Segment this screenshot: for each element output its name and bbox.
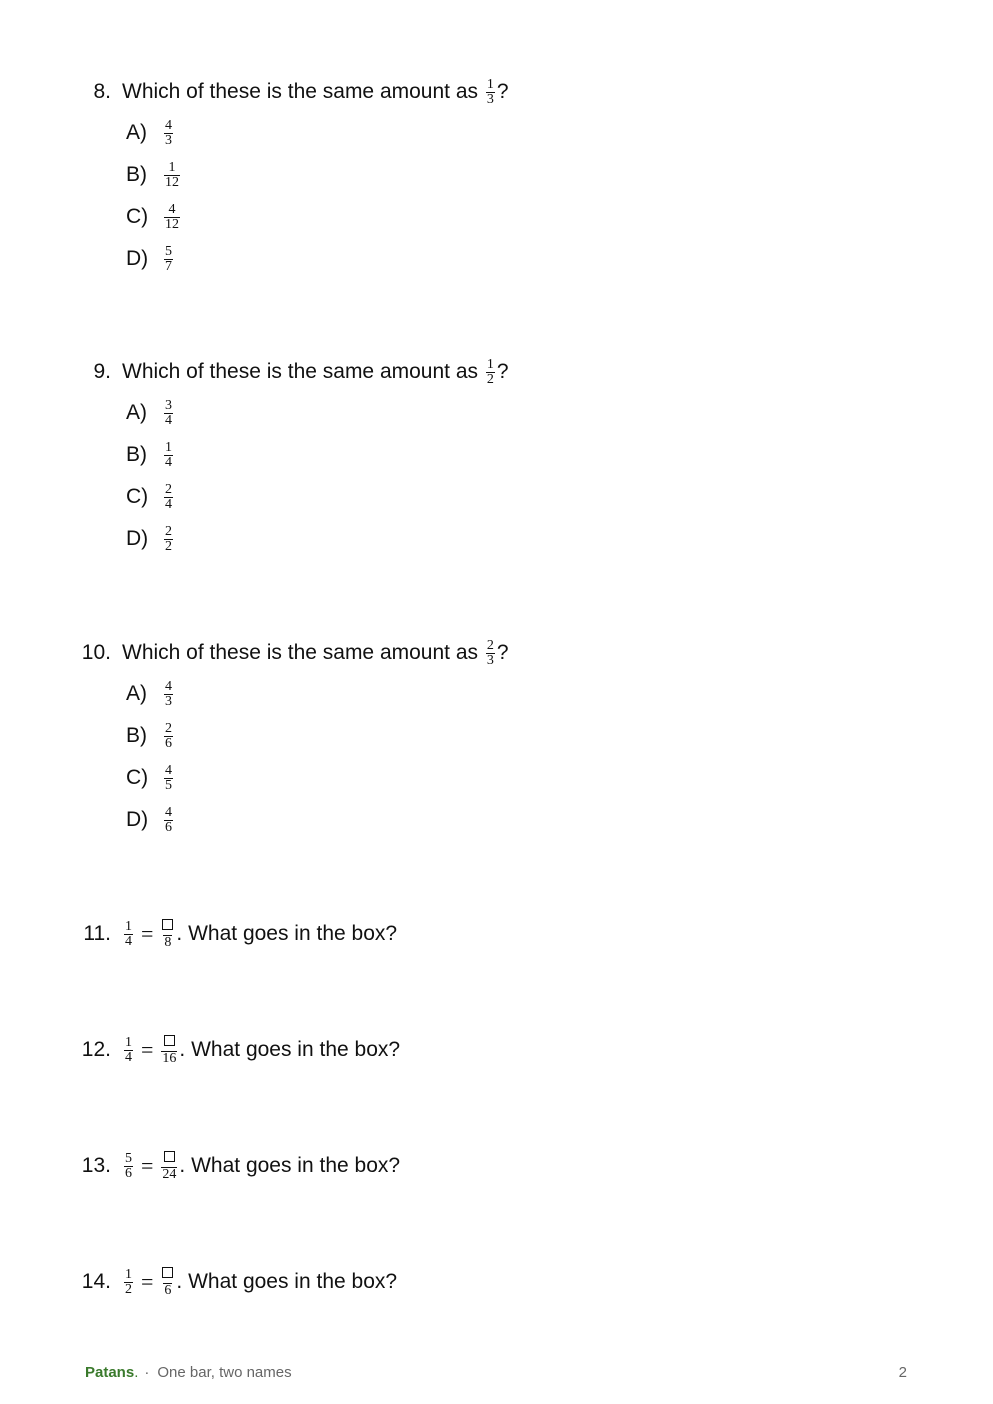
footer-subtitle: One bar, two names <box>157 1363 292 1381</box>
fraction-numerator: 1 <box>125 1034 132 1050</box>
fraction-numerator: 1 <box>165 439 172 455</box>
question-stem <box>0 1260 993 1304</box>
fraction-numerator: 4 <box>168 201 176 217</box>
question-text-line <box>122 639 509 668</box>
option-fraction <box>164 722 173 751</box>
question-text-line <box>122 358 509 387</box>
answer-box[interactable] <box>163 1151 176 1167</box>
right-fraction <box>161 1035 177 1066</box>
question-text: . What goes in the box? <box>176 1270 398 1293</box>
option-fraction <box>164 203 180 232</box>
option-b[interactable] <box>126 436 175 474</box>
question-number: 12. <box>81 1038 111 1061</box>
fraction-denominator: 4 <box>165 496 172 512</box>
question-text: . What goes in the box? <box>176 922 398 945</box>
fraction-denominator: 3 <box>486 652 494 668</box>
page-footer <box>85 1360 907 1384</box>
question-text: . What goes in the box? <box>179 1154 401 1177</box>
target-fraction <box>486 78 495 107</box>
fraction-denominator: 3 <box>165 132 172 148</box>
empty-box-icon <box>164 1035 175 1046</box>
option-a[interactable] <box>126 114 175 152</box>
option-c[interactable] <box>126 759 175 797</box>
fraction-numerator: 3 <box>165 397 172 413</box>
question-stem <box>0 912 993 956</box>
question-number: 11. <box>83 922 111 945</box>
fraction-numerator: 2 <box>486 637 494 653</box>
left-fraction <box>124 1268 133 1297</box>
left-fraction <box>124 1152 133 1181</box>
option-letter: D) <box>126 247 149 270</box>
fraction-denominator: 6 <box>164 1282 172 1298</box>
question-equation <box>122 1035 400 1066</box>
option-fraction <box>164 399 173 428</box>
fraction-denominator: 4 <box>165 412 172 428</box>
option-letter: B) <box>126 724 147 747</box>
option-fraction <box>164 161 180 190</box>
option-a[interactable] <box>126 394 175 432</box>
option-b[interactable] <box>126 717 175 755</box>
option-fraction <box>164 119 173 148</box>
fraction-denominator: 8 <box>164 934 172 950</box>
page-number: 2 <box>898 1363 907 1381</box>
fraction-denominator: 2 <box>486 371 494 387</box>
fraction-denominator: 7 <box>165 258 172 274</box>
question-number: 14. <box>81 1270 111 1293</box>
option-d[interactable] <box>126 801 175 839</box>
left-fraction <box>124 920 133 949</box>
option-letter: C) <box>126 766 149 789</box>
fraction-denominator: 3 <box>165 693 172 709</box>
question-text: Which of these is the same amount as <box>122 641 479 664</box>
empty-box-icon <box>162 1267 173 1278</box>
fraction-numerator: 4 <box>165 678 172 694</box>
fraction-numerator: 5 <box>165 243 172 259</box>
question-number: 8. <box>93 80 111 103</box>
fraction-denominator: 12 <box>165 174 179 190</box>
fraction-numerator: 2 <box>165 720 172 736</box>
question-end: ? <box>496 80 509 103</box>
option-d[interactable] <box>126 520 175 558</box>
fraction-numerator: 1 <box>486 356 494 372</box>
question-text: Which of these is the same amount as <box>122 80 479 103</box>
left-fraction <box>124 1036 133 1065</box>
option-fraction <box>164 764 173 793</box>
fraction-numerator: 1 <box>168 159 176 175</box>
question-number: 10. <box>81 641 111 664</box>
fraction-denominator: 6 <box>165 735 172 751</box>
fraction-numerator: 2 <box>165 481 172 497</box>
fraction-denominator: 16 <box>162 1050 177 1066</box>
target-fraction <box>486 358 495 387</box>
option-letter: A) <box>126 121 147 144</box>
fraction-denominator: 24 <box>162 1166 177 1182</box>
fraction-denominator: 6 <box>165 819 172 835</box>
option-letter: C) <box>126 205 149 228</box>
option-letter: B) <box>126 443 147 466</box>
right-fraction <box>161 1151 177 1182</box>
fraction-denominator: 3 <box>486 91 494 107</box>
equals-sign: = <box>141 1153 154 1178</box>
fraction-numerator: 4 <box>165 762 172 778</box>
question-text: . What goes in the box? <box>179 1038 401 1061</box>
fraction-denominator: 4 <box>165 454 172 470</box>
question-text-line <box>122 78 509 107</box>
question-equation <box>122 1267 397 1298</box>
option-letter: C) <box>126 485 149 508</box>
question-end: ? <box>496 641 509 664</box>
target-fraction <box>486 639 495 668</box>
fraction-numerator: 5 <box>125 1150 132 1166</box>
footer-separator: · <box>144 1363 150 1381</box>
equals-sign: = <box>141 921 154 946</box>
fraction-numerator: 4 <box>165 117 172 133</box>
question-stem <box>0 70 993 114</box>
option-fraction <box>164 441 173 470</box>
question-number: 9. <box>93 360 111 383</box>
question-stem <box>0 1144 993 1188</box>
fraction-numerator: 2 <box>165 523 172 539</box>
option-letter: B) <box>126 163 147 186</box>
fraction-numerator: 4 <box>165 804 172 820</box>
empty-box-icon <box>164 1151 175 1162</box>
option-fraction <box>164 245 173 274</box>
fraction-denominator: 4 <box>125 933 132 949</box>
question-stem <box>0 1028 993 1072</box>
question-text: Which of these is the same amount as <box>122 360 479 383</box>
question-end: ? <box>496 360 509 383</box>
option-fraction <box>164 525 173 554</box>
right-fraction <box>161 1267 174 1298</box>
brand-name: Patans <box>85 1363 135 1381</box>
option-d[interactable] <box>126 240 175 278</box>
fraction-denominator: 5 <box>165 777 172 793</box>
fraction-denominator: 2 <box>165 538 172 554</box>
option-fraction <box>164 680 173 709</box>
answer-box[interactable] <box>161 1267 174 1283</box>
question-equation <box>122 919 397 950</box>
option-fraction <box>164 483 173 512</box>
question-stem <box>0 350 993 394</box>
option-c[interactable] <box>126 478 175 516</box>
option-fraction <box>164 806 173 835</box>
fraction-denominator: 6 <box>125 1165 132 1181</box>
option-letter: A) <box>126 682 147 705</box>
right-fraction <box>161 919 174 950</box>
fraction-denominator: 12 <box>165 216 179 232</box>
fraction-denominator: 4 <box>125 1049 132 1065</box>
answer-box[interactable] <box>163 1035 176 1051</box>
option-b[interactable] <box>126 156 182 194</box>
fraction-numerator: 1 <box>125 1266 132 1282</box>
question-stem <box>0 631 993 675</box>
question-equation <box>122 1151 400 1182</box>
fraction-numerator: 1 <box>125 918 132 934</box>
fraction-numerator: 1 <box>486 76 494 92</box>
brand-dot: . <box>134 1363 139 1381</box>
empty-box-icon <box>162 919 173 930</box>
option-a[interactable] <box>126 675 175 713</box>
fraction-denominator: 2 <box>125 1281 132 1297</box>
option-letter: D) <box>126 808 149 831</box>
question-number: 13. <box>81 1154 111 1177</box>
option-letter: D) <box>126 527 149 550</box>
answer-box[interactable] <box>161 919 174 935</box>
equals-sign: = <box>141 1269 154 1294</box>
option-c[interactable] <box>126 198 182 236</box>
equals-sign: = <box>141 1037 154 1062</box>
option-letter: A) <box>126 401 147 424</box>
